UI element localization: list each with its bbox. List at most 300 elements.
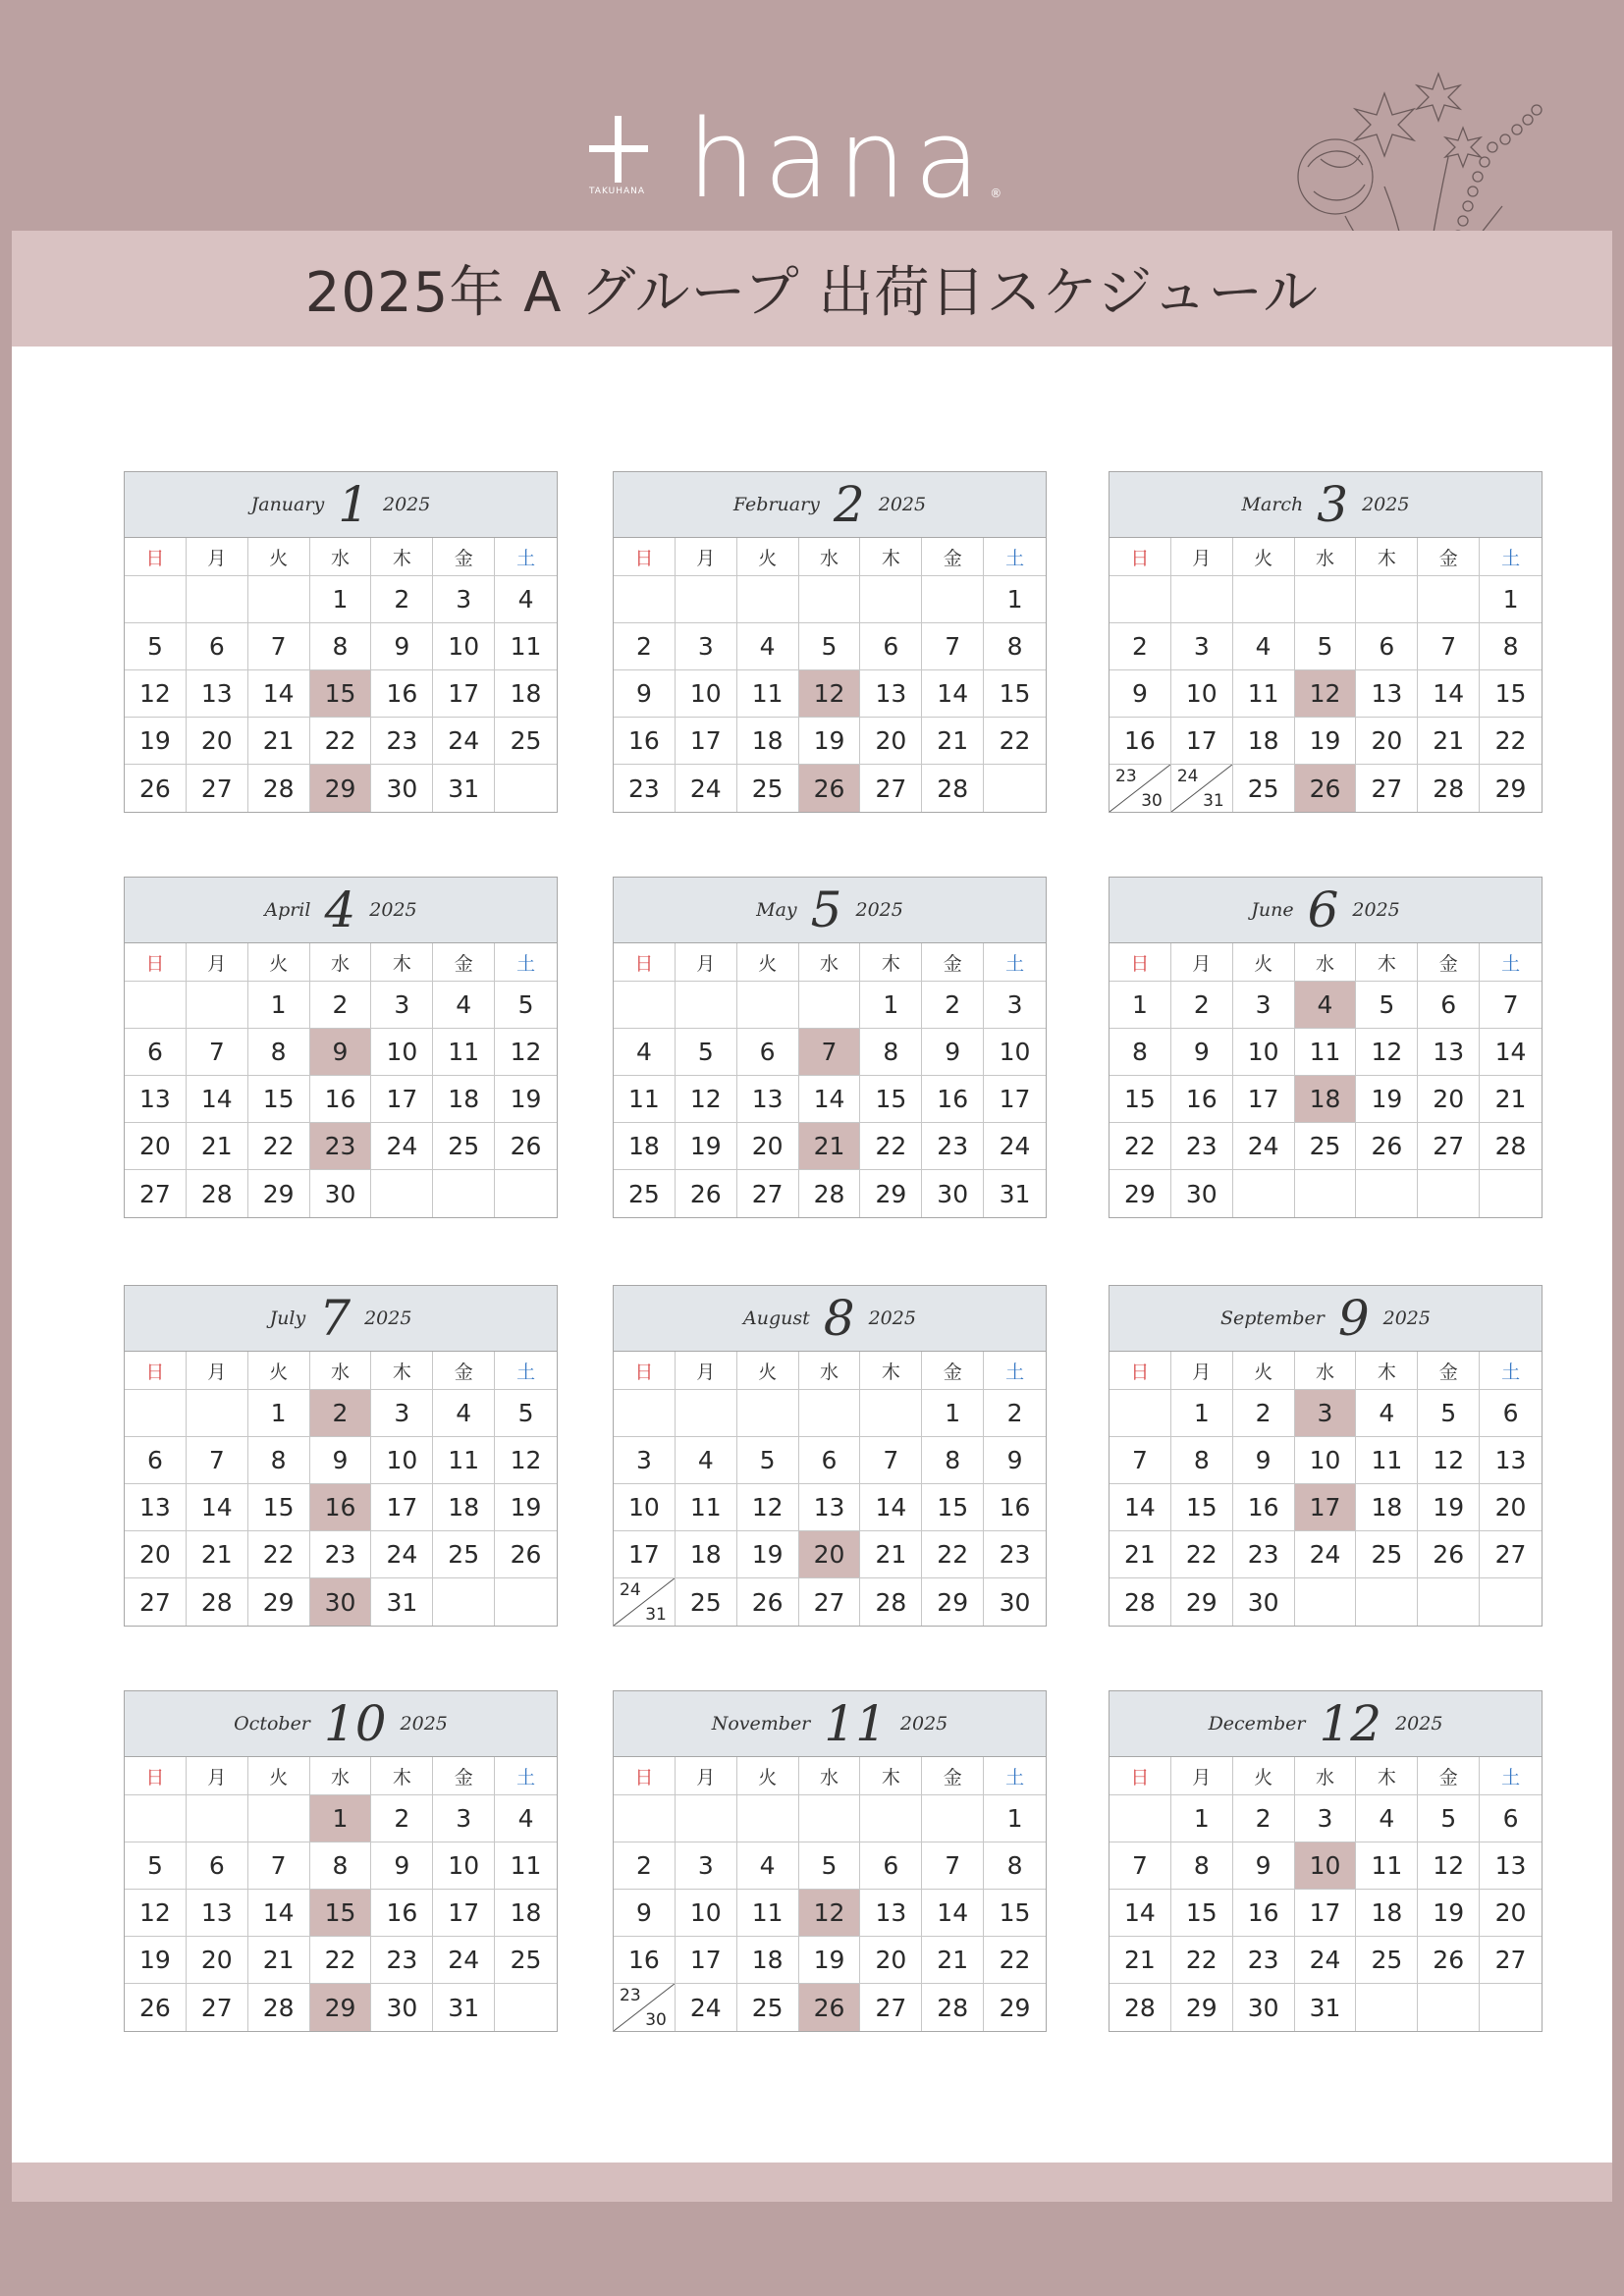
day-cell: 8: [984, 623, 1046, 670]
month-number: 4: [324, 881, 356, 938]
month-number: 5: [810, 881, 842, 938]
day-cell: 3: [433, 576, 495, 623]
empty-cell: [676, 1795, 737, 1842]
day-cell: 19: [1356, 1076, 1418, 1123]
logo-plus-icon: [589, 116, 648, 206]
day-cell: 3: [676, 1842, 737, 1890]
day-cell: 8: [310, 1842, 372, 1890]
day-cell: 26: [125, 1984, 187, 2031]
day-cell: 16: [1171, 1076, 1233, 1123]
day-cell: 7: [1110, 1437, 1171, 1484]
bottom-band: [12, 2163, 1612, 2202]
day-cell: 28: [922, 1984, 984, 2031]
day-cell: 9: [1110, 670, 1171, 718]
day-grid: [125, 1757, 557, 2031]
day-cell: 1: [922, 1390, 984, 1437]
day-cell: 9: [922, 1029, 984, 1076]
day-cell: 13: [125, 1076, 187, 1123]
empty-cell: [1171, 576, 1233, 623]
weekday-label: 日: [1110, 1757, 1171, 1795]
weekday-label: 日: [125, 1757, 187, 1795]
registered-icon: ®: [990, 187, 1002, 200]
month-number: 7: [319, 1290, 352, 1347]
day-cell: 1: [248, 1390, 310, 1437]
day-cell: 5: [1418, 1795, 1480, 1842]
day-cell: 28: [187, 1170, 248, 1217]
day-cell: 31: [371, 1578, 433, 1626]
day-cell: 24: [1233, 1123, 1295, 1170]
day-cell: 11: [495, 1842, 557, 1890]
shipping-day-cell: 10: [1295, 1842, 1357, 1890]
day-cell: 5: [495, 982, 557, 1029]
weekday-label: 土: [984, 943, 1046, 982]
day-cell: 4: [1356, 1390, 1418, 1437]
day-cell: 17: [371, 1076, 433, 1123]
day-cell: 31: [1295, 1984, 1357, 2031]
logo-sub-text: TAKUHANA: [589, 187, 646, 196]
day-cell: 17: [1233, 1076, 1295, 1123]
shipping-day-cell: 30: [310, 1578, 372, 1626]
day-cell: 27: [799, 1578, 861, 1626]
day-cell: 13: [125, 1484, 187, 1531]
day-cell: 5: [495, 1390, 557, 1437]
day-cell: 4: [1233, 623, 1295, 670]
day-cell: 20: [125, 1123, 187, 1170]
empty-cell: [1480, 1170, 1542, 1217]
day-cell: 1: [1171, 1795, 1233, 1842]
empty-cell: [799, 576, 861, 623]
day-cell: 15: [248, 1076, 310, 1123]
day-cell: 31: [433, 765, 495, 812]
weekday-label: 水: [310, 1757, 372, 1795]
weekday-label: 金: [922, 1352, 984, 1390]
day-cell: 16: [310, 1076, 372, 1123]
day-cell: 14: [248, 670, 310, 718]
empty-cell: [676, 1390, 737, 1437]
day-cell: 24: [1295, 1937, 1357, 1984]
day-cell: 19: [495, 1484, 557, 1531]
day-cell: 28: [248, 765, 310, 812]
day-cell: 11: [737, 670, 799, 718]
day-cell: 22: [248, 1531, 310, 1578]
day-cell: 25: [1356, 1531, 1418, 1578]
month-number: 2: [833, 476, 865, 533]
day-cell: 13: [187, 670, 248, 718]
month-number: 9: [1337, 1290, 1370, 1347]
day-cell: 13: [860, 670, 922, 718]
day-cell: 12: [1418, 1842, 1480, 1890]
day-cell: 25: [676, 1578, 737, 1626]
weekday-label: 月: [676, 1757, 737, 1795]
day-cell: 6: [860, 1842, 922, 1890]
day-cell: 15: [1171, 1890, 1233, 1937]
day-cell: 7: [187, 1029, 248, 1076]
month-calendar-october: [124, 1690, 558, 2032]
day-cell: 26: [495, 1123, 557, 1170]
shipping-day-cell: 12: [799, 670, 861, 718]
day-cell: 19: [737, 1531, 799, 1578]
day-cell: 27: [1356, 765, 1418, 812]
day-cell: 2: [614, 1842, 676, 1890]
month-name: December: [1208, 1713, 1306, 1735]
day-cell: 7: [1480, 982, 1542, 1029]
weekday-label: 日: [1110, 943, 1171, 982]
day-cell: 7: [922, 623, 984, 670]
day-cell: 25: [737, 1984, 799, 2031]
weekday-label: 金: [433, 1352, 495, 1390]
day-cell: 1: [1110, 982, 1171, 1029]
empty-cell: [433, 1578, 495, 1626]
day-cell: 6: [1480, 1795, 1542, 1842]
weekday-label: 水: [1295, 943, 1357, 982]
day-cell: 13: [1418, 1029, 1480, 1076]
day-cell: 13: [1356, 670, 1418, 718]
empty-cell: [1233, 1170, 1295, 1217]
weekday-label: 火: [1233, 1352, 1295, 1390]
day-cell: 14: [187, 1484, 248, 1531]
shipping-day-cell: 2: [310, 1390, 372, 1437]
weekday-label: 水: [799, 538, 861, 576]
day-cell: 29: [922, 1578, 984, 1626]
month-header: [614, 1286, 1046, 1352]
empty-cell: [860, 1390, 922, 1437]
title-band: [12, 231, 1612, 347]
weekday-label: 月: [1171, 1757, 1233, 1795]
weekday-label: 日: [1110, 1352, 1171, 1390]
day-cell: 24: [433, 1937, 495, 1984]
day-cell: 4: [495, 1795, 557, 1842]
day-cell: 2: [1233, 1390, 1295, 1437]
month-number: 3: [1317, 476, 1349, 533]
day-cell: 1: [984, 1795, 1046, 1842]
day-grid: [614, 943, 1046, 1217]
day-cell: 8: [984, 1842, 1046, 1890]
weekday-label: 土: [495, 1352, 557, 1390]
day-cell: 11: [495, 623, 557, 670]
day-cell: 30: [999, 1587, 1031, 1617]
day-cell: 25: [495, 1937, 557, 1984]
weekday-label: 月: [676, 538, 737, 576]
month-number: 8: [823, 1290, 855, 1347]
day-cell: 5: [799, 1842, 861, 1890]
day-cell: 10: [984, 1029, 1046, 1076]
day-cell: 10: [1295, 1437, 1357, 1484]
day-cell: 28: [799, 1170, 861, 1217]
weekday-label: 水: [310, 943, 372, 982]
day-cell: 10: [1171, 670, 1233, 718]
day-cell: 18: [737, 1937, 799, 1984]
weekday-label: 土: [1480, 1352, 1542, 1390]
day-cell: 4: [614, 1029, 676, 1076]
day-cell: 31: [999, 1179, 1031, 1208]
empty-cell: [737, 576, 799, 623]
empty-cell: [433, 1170, 495, 1217]
day-cell: 4: [433, 1390, 495, 1437]
day-cell: 5: [1295, 623, 1357, 670]
weekday-label: 金: [1418, 943, 1480, 982]
day-cell: 25: [737, 765, 799, 812]
day-cell: 6: [125, 1029, 187, 1076]
day-cell: 13: [187, 1890, 248, 1937]
day-cell: 28: [1110, 1984, 1171, 2031]
day-cell: 22: [984, 718, 1046, 765]
empty-cell: [125, 576, 187, 623]
day-cell: 17: [676, 718, 737, 765]
day-cell: 29: [248, 1578, 310, 1626]
day-cell: 16: [922, 1076, 984, 1123]
empty-cell: [799, 982, 861, 1029]
day-cell: 29: [999, 1993, 1031, 2022]
shipping-day-cell: 29: [310, 1984, 372, 2031]
day-cell: 22: [1480, 718, 1542, 765]
split-day-cell: 23 30: [614, 1984, 676, 2031]
day-cell: 2: [371, 1795, 433, 1842]
month-header: [125, 1286, 557, 1352]
empty-cell: [922, 1795, 984, 1842]
day-cell: 4: [433, 982, 495, 1029]
day-cell: 28: [1418, 765, 1480, 812]
day-cell: 14: [187, 1076, 248, 1123]
day-cell: 8: [310, 623, 372, 670]
day-cell: 17: [371, 1484, 433, 1531]
day-cell: 5: [1356, 982, 1418, 1029]
month-name: February: [732, 494, 820, 515]
day-cell: 22: [1110, 1123, 1171, 1170]
weekday-label: 金: [922, 1757, 984, 1795]
split-day-cell: 24 31: [1171, 765, 1233, 812]
day-cell: 27: [1480, 1531, 1542, 1578]
day-cell: 5: [799, 623, 861, 670]
empty-cell: [1110, 1795, 1171, 1842]
shipping-day-cell: 15: [310, 1890, 372, 1937]
weekday-label: 土: [984, 1757, 1046, 1795]
day-cell: 25: [1233, 765, 1295, 812]
day-cell: 19: [1295, 718, 1357, 765]
weekday-label: 木: [860, 1757, 922, 1795]
day-cell: 24: [371, 1531, 433, 1578]
day-cell: 13: [1480, 1842, 1542, 1890]
day-cell: 2: [310, 982, 372, 1029]
month-year: 2025: [1382, 1308, 1431, 1329]
day-cell: 15: [1480, 670, 1542, 718]
day-cell: 30: [371, 765, 433, 812]
weekday-label: 火: [1233, 1757, 1295, 1795]
day-cell: 16: [1233, 1484, 1295, 1531]
day-cell: 4: [676, 1437, 737, 1484]
month-calendar-february: [613, 471, 1047, 813]
day-cell: 9: [371, 1842, 433, 1890]
weekday-label: 木: [371, 538, 433, 576]
day-cell: 23: [310, 1531, 372, 1578]
day-cell: 29: [1171, 1578, 1233, 1626]
day-cell: 17: [1171, 718, 1233, 765]
day-cell: 14: [799, 1076, 861, 1123]
day-cell: 7: [248, 1842, 310, 1890]
month-name: June: [1251, 899, 1294, 921]
weekday-label: 水: [799, 1352, 861, 1390]
day-cell: 25: [433, 1123, 495, 1170]
empty-cell: [799, 1795, 861, 1842]
day-cell: 26: [125, 765, 187, 812]
weekday-label: 日: [125, 538, 187, 576]
day-cell: 23: [1233, 1937, 1295, 1984]
day-cell: 15: [984, 670, 1046, 718]
day-cell: 6: [1356, 623, 1418, 670]
day-cell: 23: [371, 718, 433, 765]
day-cell: 19: [799, 718, 861, 765]
page-title: 2025年 A グループ 出荷日スケジュール: [304, 261, 1320, 325]
day-cell: 22: [248, 1123, 310, 1170]
day-cell: 21: [1418, 718, 1480, 765]
day-cell: 10: [433, 623, 495, 670]
empty-cell: [799, 1390, 861, 1437]
day-cell: 11: [737, 1890, 799, 1937]
weekday-label: 金: [433, 943, 495, 982]
empty-cell: [125, 1390, 187, 1437]
day-cell: 21: [248, 1937, 310, 1984]
day-cell: 14: [1480, 1029, 1542, 1076]
day-cell: 9: [310, 1437, 372, 1484]
empty-cell: [1418, 576, 1480, 623]
weekday-label: 月: [187, 538, 248, 576]
day-cell: 31: [433, 1984, 495, 2031]
weekday-label: 土: [495, 943, 557, 982]
weekday-label: 水: [799, 1757, 861, 1795]
day-cell: 7: [922, 1842, 984, 1890]
weekday-label: 木: [1356, 943, 1418, 982]
month-number: 10: [323, 1695, 387, 1752]
day-cell: 18: [676, 1531, 737, 1578]
day-cell: 22: [922, 1531, 984, 1578]
shipping-day-cell: 26: [1295, 765, 1357, 812]
day-cell: 8: [1110, 1029, 1171, 1076]
month-year: 2025: [868, 1308, 916, 1329]
weekday-label: 火: [1233, 943, 1295, 982]
day-cell: 20: [1480, 1484, 1542, 1531]
day-cell: 28: [1110, 1578, 1171, 1626]
day-cell: 19: [799, 1937, 861, 1984]
day-cell: 11: [1356, 1437, 1418, 1484]
weekday-label: 土: [1480, 538, 1542, 576]
day-cell: 24: [676, 1984, 737, 2031]
month-header: [1110, 878, 1542, 943]
shipping-day-cell: 12: [799, 1890, 861, 1937]
day-cell: 20: [1480, 1890, 1542, 1937]
day-grid: [1110, 1352, 1542, 1626]
empty-cell: [1480, 1578, 1542, 1626]
day-grid: [614, 538, 1046, 812]
empty-cell: [187, 1390, 248, 1437]
day-cell: 4: [737, 1842, 799, 1890]
day-cell: 22: [1171, 1937, 1233, 1984]
day-cell: 25: [1295, 1123, 1357, 1170]
weekday-label: 水: [1295, 1757, 1357, 1795]
weekday-label: 火: [1233, 538, 1295, 576]
month-header: [1110, 472, 1542, 538]
weekday-label: 金: [922, 943, 984, 982]
day-cell: 11: [676, 1484, 737, 1531]
month-number: 12: [1319, 1695, 1382, 1752]
empty-cell: [922, 576, 984, 623]
day-cell: 7: [248, 623, 310, 670]
day-cell: 21: [187, 1123, 248, 1170]
day-grid: [125, 538, 557, 812]
day-cell: 12: [125, 670, 187, 718]
empty-cell: [676, 576, 737, 623]
empty-cell: [495, 1170, 557, 1217]
day-grid: [1110, 538, 1542, 812]
weekday-label: 日: [125, 1352, 187, 1390]
day-cell: 2: [922, 982, 984, 1029]
day-cell: 21: [922, 1937, 984, 1984]
day-cell: 14: [922, 670, 984, 718]
day-cell: 30: [310, 1170, 372, 1217]
day-cell: 20: [1418, 1076, 1480, 1123]
empty-cell: [371, 1170, 433, 1217]
empty-cell: [1418, 1984, 1480, 2031]
empty-cell: [1295, 1170, 1357, 1217]
day-cell: 15: [860, 1076, 922, 1123]
month-header: [125, 1691, 557, 1757]
day-cell: 26: [1418, 1531, 1480, 1578]
day-cell: 29: [1494, 774, 1527, 803]
day-cell: 8: [1480, 623, 1542, 670]
shipping-day-cell: 1: [310, 1795, 372, 1842]
empty-cell: [737, 1795, 799, 1842]
weekday-label: 日: [614, 1757, 676, 1795]
day-cell: 24: [676, 765, 737, 812]
weekday-label: 月: [187, 943, 248, 982]
month-number: 6: [1307, 881, 1339, 938]
day-cell: 21: [1110, 1937, 1171, 1984]
weekday-label: 金: [433, 1757, 495, 1795]
day-cell: 28: [187, 1578, 248, 1626]
month-year: 2025: [878, 494, 927, 515]
day-cell: 19: [125, 718, 187, 765]
split-day-cell: 24 31: [614, 1578, 676, 1626]
weekday-label: 木: [1356, 1757, 1418, 1795]
day-cell: 14: [248, 1890, 310, 1937]
month-name: August: [743, 1308, 810, 1329]
shipping-day-cell: 15: [310, 670, 372, 718]
day-cell: 27: [1418, 1123, 1480, 1170]
month-year: 2025: [369, 899, 417, 921]
empty-cell: [1110, 1390, 1171, 1437]
day-cell: 10: [676, 670, 737, 718]
weekday-label: 水: [1295, 538, 1357, 576]
weekday-label: 土: [984, 1352, 1046, 1390]
weekday-label: 火: [737, 1757, 799, 1795]
day-cell: 21: [187, 1531, 248, 1578]
weekday-label: 木: [371, 1757, 433, 1795]
day-cell: 3: [1171, 623, 1233, 670]
day-cell: 13: [799, 1484, 861, 1531]
day-cell: 1: [310, 576, 372, 623]
day-cell: 28: [1480, 1123, 1542, 1170]
weekday-label: 木: [1356, 1352, 1418, 1390]
shipping-day-cell: 12: [1295, 670, 1357, 718]
day-cell: 2: [371, 576, 433, 623]
day-cell: 27: [125, 1578, 187, 1626]
weekday-label: 月: [187, 1757, 248, 1795]
shipping-day-cell: 9: [310, 1029, 372, 1076]
month-name: April: [264, 899, 311, 921]
weekday-label: 金: [1418, 1757, 1480, 1795]
day-grid: [125, 943, 557, 1217]
day-cell: 8: [860, 1029, 922, 1076]
empty-cell: [495, 1578, 557, 1626]
month-name: March: [1241, 494, 1304, 515]
